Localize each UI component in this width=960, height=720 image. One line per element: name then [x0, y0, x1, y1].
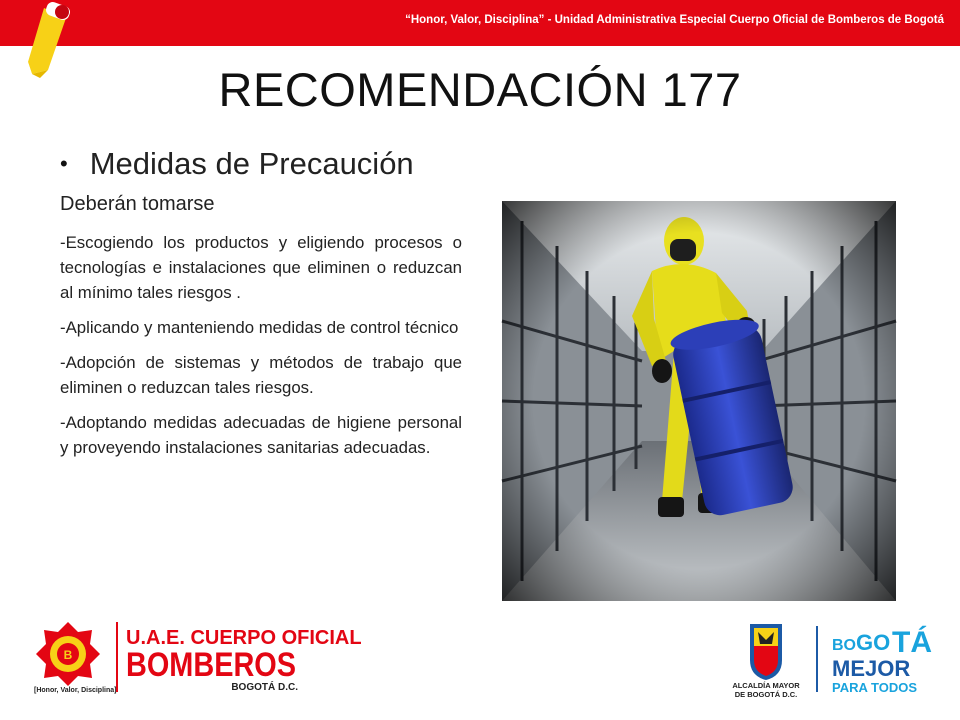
firefighter-badge-icon [36, 622, 100, 686]
paragraph-4: -Adoptando medidas adecuadas de higiene personal y proveyendo instalaciones sanitarias adecuadas. [60, 413, 462, 457]
bogota-word-c: TÁ [892, 626, 932, 659]
subtitle-row [60, 146, 414, 182]
uae-line2: BOMBEROS [126, 646, 296, 684]
slide-subtitle: Medidas de Precaución [89, 146, 414, 181]
slide-title: RECOMENDACIÓN 177 [218, 63, 742, 116]
top-banner [0, 0, 960, 46]
alcaldia-logo [716, 620, 816, 698]
paragraph-3: -Adopción de sistemas y métodos de trabajo que eliminen o reduzcan tales riesgos. [60, 353, 462, 397]
intro-text: Deberán tomarse [60, 193, 215, 215]
uae-line1: U.A.E. CUERPO OFICIAL [126, 627, 362, 649]
alcaldia-line2: DE BOGOTÁ D.C. [734, 690, 798, 699]
bogota-mejor: MEJOR [832, 656, 911, 681]
uae-line3: BOGOTÁ D.C. [231, 682, 298, 693]
uae-bomberos-logo [30, 618, 362, 696]
header-tagline: “Honor, Valor, Disciplina” - Unidad Administrativa Especial Cuerpo Oficial de Bomberos de Bogotá [405, 14, 944, 26]
paragraph-list [60, 230, 462, 470]
uae-motto: [Honor, Valor, Disciplina] [34, 687, 117, 694]
footer-divider [816, 626, 818, 692]
bogota-word-b: GO [856, 630, 891, 655]
bogota-para: PARA TODOS [832, 680, 917, 695]
paragraph-2: -Aplicando y manteniendo medidas de control técnico [60, 318, 459, 337]
coat-of-arms-icon [750, 624, 782, 680]
alcaldia-line1: ALCALDÍA MAYOR [732, 681, 800, 690]
svg-text:B: B [63, 648, 73, 662]
paragraph-1: -Escogiendo los productos y eligiendo procesos o tecnologías e instalaciones que eliminen o reduzcan al mínimo tales riesgos . [60, 233, 462, 302]
hazmat-worker-photo [502, 201, 896, 601]
bogota-word-a: BO [832, 637, 856, 654]
bullet-icon: • [60, 151, 68, 176]
bogota-mejor-logo [826, 622, 946, 698]
